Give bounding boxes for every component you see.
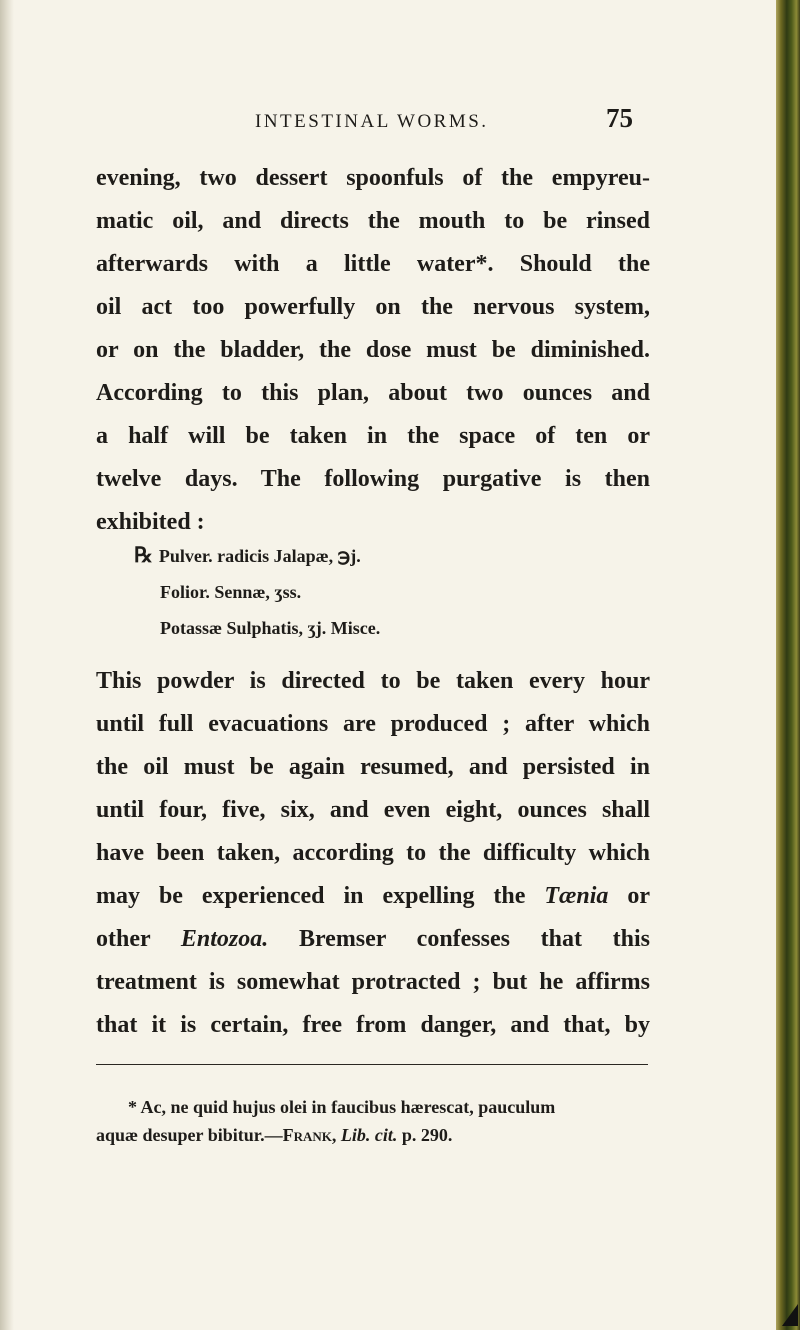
- footnote-rule: [96, 1064, 648, 1065]
- prescription-line: [134, 537, 380, 574]
- text-line: have been taken, according to the difficulty which: [96, 840, 650, 866]
- page-corner-mark: [782, 1304, 798, 1326]
- italic-term: Tænia: [544, 883, 609, 909]
- text-line: matic oil, and directs the mouth to be rinsed: [96, 208, 650, 234]
- text-line: the oil must be again resumed, and persisted in: [96, 754, 650, 780]
- footnote-page: p. 290.: [397, 1125, 453, 1145]
- text-segment: may be experienced in expelling the: [96, 883, 526, 909]
- running-title: INTESTINAL WORMS.: [255, 111, 489, 132]
- footnote-separator: ,: [331, 1125, 341, 1145]
- text-line: exhibited :: [96, 509, 205, 535]
- footnote: [96, 1093, 650, 1149]
- text-line: twelve days. The following purgative is then: [96, 466, 650, 492]
- text-line: afterwards with a little water*. Should the: [96, 251, 650, 277]
- text-line: This powder is directed to be taken every hour: [96, 668, 650, 694]
- text-line: that it is certain, free from danger, and that, by: [96, 1012, 650, 1038]
- footnote-line: [96, 1121, 650, 1149]
- text-line: until full evacuations are produced ; after which: [96, 711, 650, 737]
- prescription-text: Pulver. radicis Jalapæ, ℈j.: [158, 546, 361, 566]
- text-line: treatment is somewhat protracted ; but he affirms: [96, 969, 650, 995]
- text-line: evening, two dessert spoonfuls of the empyreu-: [96, 165, 650, 191]
- prescription: [134, 537, 380, 646]
- text-line: oil act too powerfully on the nervous system,: [96, 294, 650, 320]
- text-line: a half will be taken in the space of ten or: [96, 423, 650, 449]
- text-segment: or: [627, 883, 651, 909]
- text-line: [96, 918, 650, 961]
- text-line: According to this plan, about two ounces and: [96, 380, 650, 406]
- footnote-author: Frank: [282, 1125, 332, 1145]
- footnote-text: aquæ desuper bibitur.—: [96, 1125, 283, 1145]
- text-line: [96, 875, 650, 918]
- footnote-line: * Ac, ne quid hujus olei in faucibus hærescat, pauculum: [128, 1097, 556, 1117]
- text-segment: other: [96, 926, 151, 952]
- text-line: or on the bladder, the dose must be diminished.: [96, 337, 650, 363]
- running-head: [0, 103, 800, 143]
- page-number: 75: [606, 103, 633, 133]
- page-left-edge: [0, 0, 14, 1330]
- book-spine-edge: [776, 0, 800, 1330]
- italic-term: Entozoa.: [180, 926, 269, 952]
- rx-symbol-icon: ℞: [134, 543, 153, 567]
- paragraph-2: [96, 660, 650, 1047]
- prescription-line: Folior. Sennæ, ʒss.: [160, 582, 302, 602]
- paragraph-1: [96, 157, 650, 544]
- text-line: until four, five, six, and even eight, ounces shall: [96, 797, 650, 823]
- text-segment: Bremser confesses that this: [298, 926, 651, 952]
- prescription-line: Potassæ Sulphatis, ʒj. Misce.: [160, 618, 381, 638]
- footnote-reference: Lib. cit.: [340, 1125, 398, 1145]
